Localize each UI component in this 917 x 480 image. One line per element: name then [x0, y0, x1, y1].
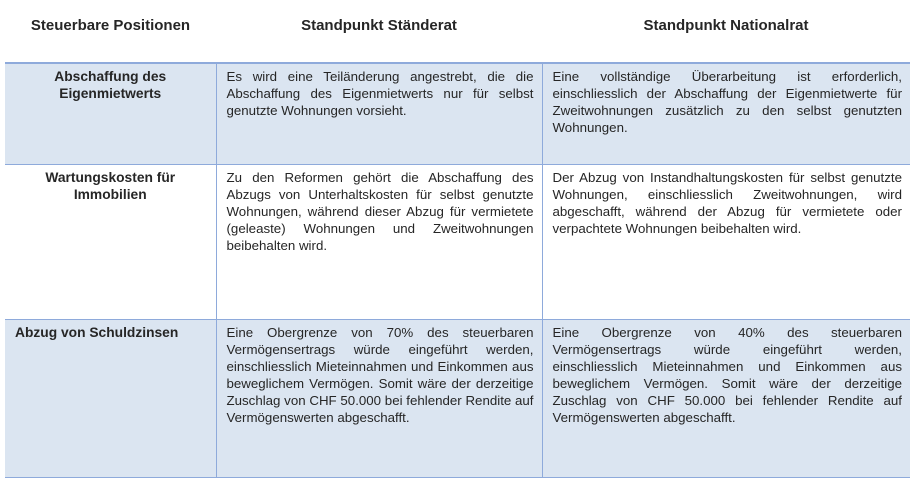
cell-nationalrat: Eine vollständige Überarbeitung ist erforderlich, einschliesslich der Abschaffung der Eigenmietwerte für Zweitwohnungen zusätzlich zu den selbst genutzten Wohnungen.	[542, 63, 910, 165]
header-steuerbare-positionen: Steuerbare Positionen	[5, 8, 216, 63]
header-standpunkt-nationalrat: Standpunkt Nationalrat	[542, 8, 910, 63]
cell-staenderat: Eine Obergrenze von 70% des steuerbaren Vermögensertrags würde eingeführt werden, einschliesslich Mieteinnahmen und Einkommen aus beweglichem Vermögen. Somit wäre der derzeitige Zuschlag von CHF 50.000 bei fehlender Rendite auf Vermögenswerten abgeschafft.	[216, 320, 542, 478]
header-row	[5, 8, 910, 63]
header-standpunkt-staenderat: Standpunkt Ständerat	[216, 8, 542, 63]
comparison-table	[5, 8, 910, 478]
table-row	[5, 63, 910, 165]
table-row	[5, 165, 910, 320]
row-label-schuldzinsen: Abzug von Schuldzinsen	[5, 320, 216, 478]
row-label-wartungskosten: Wartungskosten für Immobilien	[5, 165, 216, 320]
table-row	[5, 320, 910, 478]
row-label-eigenmietwert: Abschaffung des Eigenmietwerts	[5, 63, 216, 165]
cell-nationalrat: Der Abzug von Instandhaltungskosten für selbst genutzte Wohnungen, einschliesslich Zweitwohnungen, wird abgeschafft, während der Abzug für vermietete oder verpachtete Wohnungen beibehalten wird.	[542, 165, 910, 320]
cell-nationalrat: Eine Obergrenze von 40% des steuerbaren Vermögensertrags würde eingeführt werden, einschliesslich Mieteinnahmen und Einkommen aus beweglichem Vermögen. Somit wäre der derzeitige Zuschlag von CHF 50.000 bei fehlender Rendite auf Vermögenswerten abgeschafft.	[542, 320, 910, 478]
cell-staenderat: Zu den Reformen gehört die Abschaffung des Abzugs von Unterhaltskosten für selbst genutzte Wohnungen, während dieser Abzug für vermietete (geleaste) Wohnungen und Zweitwohnungen beibehalten wird.	[216, 165, 542, 320]
cell-staenderat: Es wird eine Teiländerung angestrebt, die die Abschaffung des Eigenmietwerts nur für selbst genutzte Wohnungen vorsieht.	[216, 63, 542, 165]
